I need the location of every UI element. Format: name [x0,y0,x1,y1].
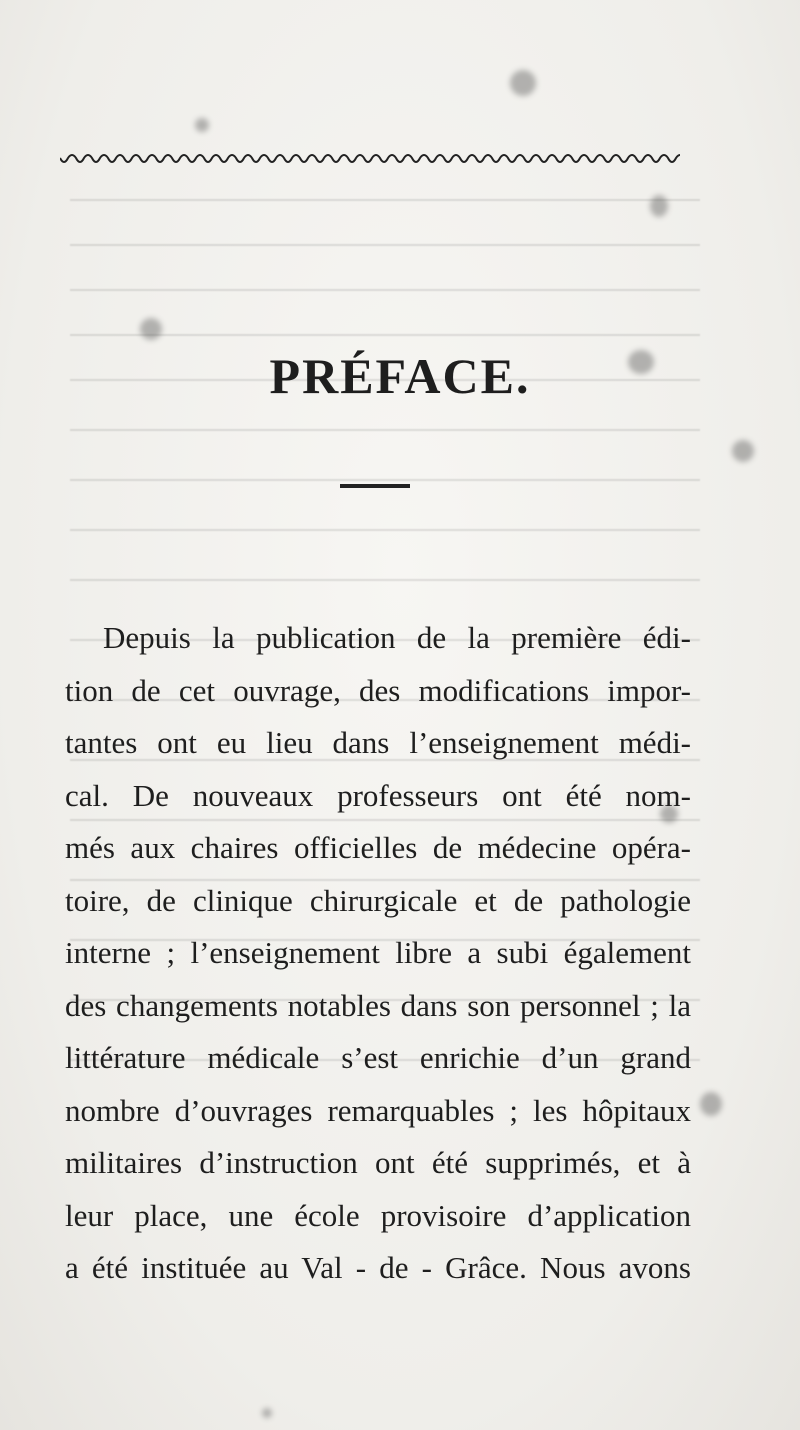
text-line: més aux chaires officielles de médecine opéra- [65,830,691,865]
text-line: Depuis la publication de la première édi- [103,620,691,655]
ink-spot [628,350,654,374]
text-line: toire, de clinique chirurgicale et de pathologie [65,882,691,918]
ink-spot [510,70,536,96]
text-line: littérature médicale s’est enrichie d’un grand [65,1040,691,1075]
text-line: interne ; l’enseignement libre a subi également [65,935,691,970]
text-line: cal. De nouveaux professeurs ont été nom- [65,777,691,813]
text-line: tantes ont eu lieu dans l’enseignement médi- [65,725,691,760]
text-line: militaires d’instruction ont été supprimés, et à [65,1145,691,1180]
ink-spot [660,805,678,823]
ink-spot [262,1408,272,1418]
page-title: PRÉFACE. [269,348,531,404]
ink-spot [195,118,209,132]
title-rule [340,484,410,488]
text-line: nombre d’ouvrages remarquables ; les hôpitaux [65,1092,691,1128]
text-line: leur place, une école provisoire d’application [65,1197,691,1233]
text-line: a été instituée au Val - de - Grâce. Nous avons [65,1250,691,1285]
text-line: des changements notables dans son personnel ; la [65,987,691,1023]
preface-paragraph [65,612,691,1295]
ink-spot [650,195,668,217]
ink-spot [700,1092,722,1116]
ink-spot [140,318,162,340]
text-line: tion de cet ouvrage, des modifications impor- [65,672,691,708]
ink-spot [732,440,754,462]
ornamental-rule [60,150,680,170]
